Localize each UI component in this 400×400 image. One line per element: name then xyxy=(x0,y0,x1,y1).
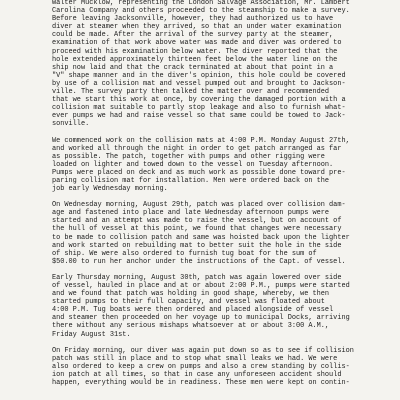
text-line: collision mat suitable to partly stop leakage and also to furnish what- xyxy=(52,104,346,113)
text-line: and work started on rebuilding mat to better suit the hole in the side xyxy=(52,241,342,250)
paragraph xyxy=(52,0,394,129)
text-line: "V" shape manner and in the diver's opinion, this hole could be covered xyxy=(52,71,346,80)
text-line: proceed with his examination below water. The diver reported that the xyxy=(52,47,338,56)
text-line: as possible. The patch, together with pumps and other rigging were xyxy=(52,152,325,161)
text-line: hole extended approximately thirteen feet below the water line on the xyxy=(52,55,338,64)
text-line: $50.00 to run her anchor under the instructions of the Capt. of vessel. xyxy=(52,257,346,266)
text-line: Before leaving Jacksonville, however, they had authorized us to have xyxy=(52,15,334,24)
text-line: On Friday morning, our diver was again put down so as to see if collision xyxy=(52,346,354,355)
paragraph xyxy=(52,347,394,387)
text-line: could be made. After the arrival of the survey party at the steamer, xyxy=(52,31,334,40)
text-line: happen, everything would be in readiness. These men were kept on contin- xyxy=(52,379,350,388)
text-line: started pumps to their full capacity, and vessel was floated about xyxy=(52,298,325,307)
text-line: On Wednesday morning, August 29th, patch was placed over collision dam- xyxy=(52,201,346,210)
text-line: also ordered to keep a crew on pumps and also a crew standing by collis- xyxy=(52,362,350,371)
text-line: patch was still in place and to stop what small leaks we had. We were xyxy=(52,354,338,363)
text-line: We commenced work on the collision mats at 4:00 P.M. Monday August 27th, xyxy=(52,136,350,145)
text-line: sonville. xyxy=(52,120,90,129)
text-line: started and an attempt was made to raise the vessel, but on account of xyxy=(52,217,342,226)
text-line: loaded on lighter and towed down to the vessel on Tuesday afternoon. xyxy=(52,160,334,169)
text-line: ship now laid and that the crack terminated at about that point in a xyxy=(52,63,334,72)
text-line: Walter Mucklow, representing the London Salvage Association, Mr. Lambert xyxy=(52,0,350,7)
paragraph xyxy=(52,137,394,194)
text-line: job early Wednesday morning. xyxy=(52,185,168,194)
text-line: Friday August 31st. xyxy=(52,330,131,339)
text-line: of vessel, hauled in place and at or about 2:00 P.M., pumps were started xyxy=(52,282,350,290)
text-line: to be made to collision patch and same was hoisted back upon the lighter xyxy=(52,233,350,242)
text-line: diver at steamer when they arrived, so that an under water examination xyxy=(52,23,342,32)
text-line: the hull of vessel at this point, we found that changes were necessary xyxy=(52,225,342,234)
text-line: there without any serious mishaps whatsoever at or about 3:00 A.M., xyxy=(52,322,330,331)
paragraph xyxy=(52,201,394,266)
text-line: ever pumps we had and raise vessel so that same could be towed to Jack- xyxy=(52,112,346,121)
text-line: examination of that work above water was made and diver was ordered to xyxy=(52,39,342,48)
text-line: and we found that patch was holding in good shape, whereby, we then xyxy=(52,290,330,299)
text-line: ville. The survey party then talked the matter over and recommended xyxy=(52,88,330,97)
text-line: ion patch at all times, so that in case any unforeseen accident should xyxy=(52,370,342,379)
text-line: and steamer then proceeded on her voyage up to municipal Docks, arriving xyxy=(52,314,350,323)
text-line: by use of a collision mat and vessel pumped out and brought to Jackson- xyxy=(52,79,346,88)
text-line: paring collision mat for installation. Men were ordered back on the xyxy=(52,176,330,185)
text-line: that we start this work at once, by covering the damaged portion with a xyxy=(52,96,346,105)
text-line: and worked all through the night in order to get patch arranged as far xyxy=(52,144,342,153)
text-line: Pumps were placed on deck and as much work as possible done toward pre- xyxy=(52,168,346,177)
text-line: age and fastened into place and late Wednesday afternoon pumps were xyxy=(52,209,330,218)
text-line: 4:00 P.M. Tug boats were then ordered and placed alongside of vessel xyxy=(52,306,334,315)
text-line: Early Thursday morning, August 30th, patch was again lowered over side xyxy=(52,273,342,282)
paragraph xyxy=(52,274,394,339)
text-line: of ship. We were also ordered to furnish tug boat for the sum of xyxy=(52,249,317,258)
text-line: Carolina Company and others proceeded to the steamship to make a survey. xyxy=(52,7,350,16)
